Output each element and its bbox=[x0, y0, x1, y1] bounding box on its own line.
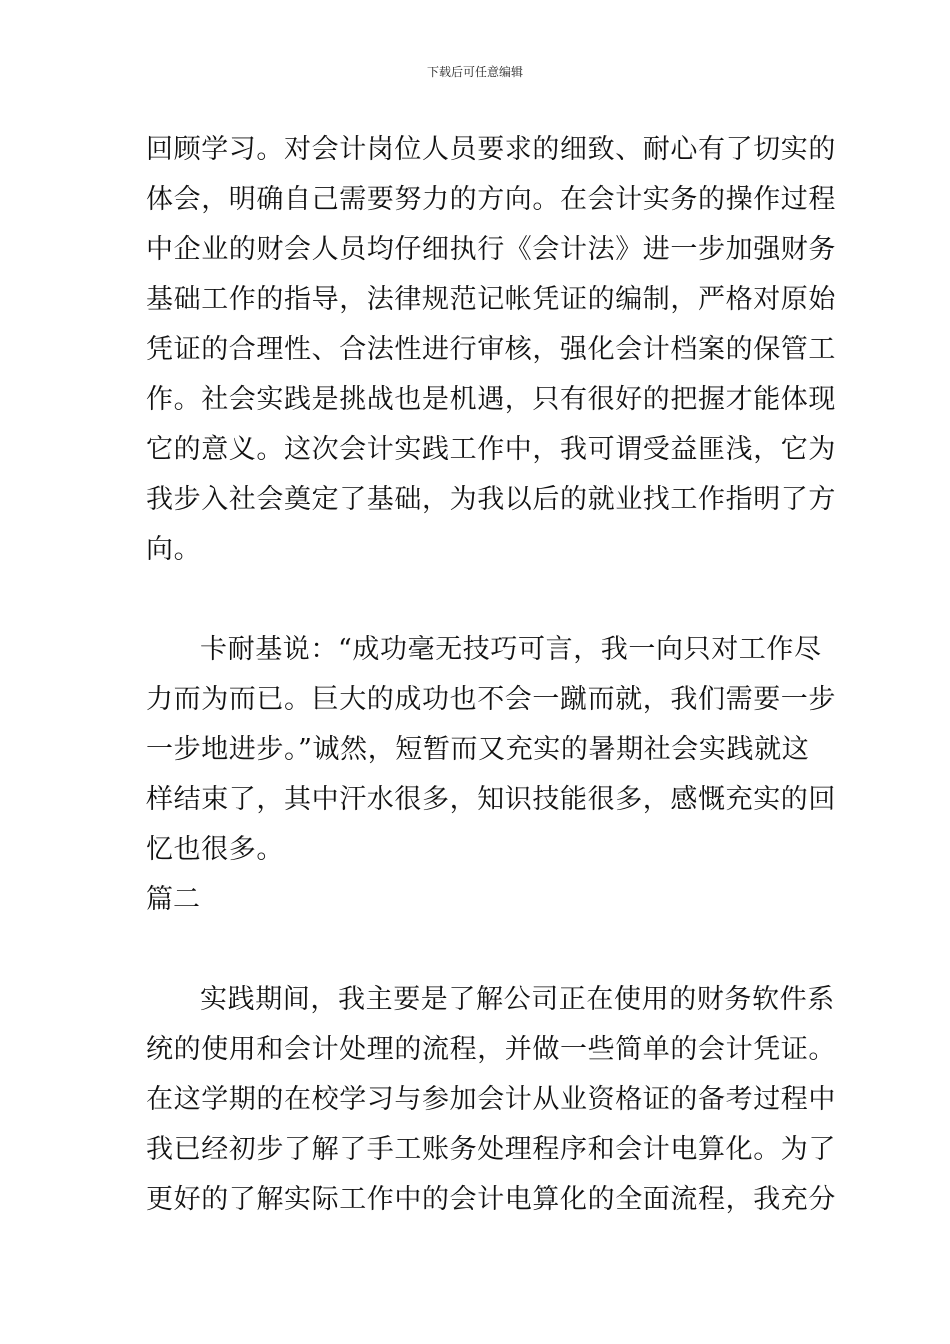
section-title: 篇二 bbox=[146, 884, 200, 915]
paragraph-line: 统的使用和会计处理的流程，并做一些简单的会计凭证。 bbox=[146, 1034, 836, 1065]
paragraph-line: 我步入社会奠定了基础，为我以后的就业找工作指明了方 bbox=[146, 484, 836, 515]
paragraph-line: 力而为而已。巨大的成功也不会一蹴而就，我们需要一步 bbox=[146, 684, 836, 715]
paragraph-line: 一步地进步。”诚然，短暂而又充实的暑期社会实践就这 bbox=[146, 734, 810, 765]
paragraph-line: 凭证的合理性、合法性进行审核，强化会计档案的保管工 bbox=[146, 334, 836, 365]
paragraph-line: 更好的了解实际工作中的会计电算化的全面流程，我充分 bbox=[146, 1184, 836, 1215]
paragraph-line: 样结束了，其中汗水很多，知识技能很多，感慨充实的回 bbox=[146, 784, 836, 815]
paragraph-spacer bbox=[146, 580, 806, 630]
paragraph-2 bbox=[146, 630, 836, 869]
paragraph-line: 向。 bbox=[146, 534, 202, 565]
paragraph-line: 中企业的财会人员均仔细执行《会计法》进一步加强财务 bbox=[146, 234, 836, 265]
paragraph-1 bbox=[146, 130, 836, 569]
paragraph-line: 体会，明确自己需要努力的方向。在会计实务的操作过程 bbox=[146, 184, 836, 215]
paragraph-3 bbox=[146, 980, 836, 1219]
paragraph-line: 我已经初步了解了手工账务处理程序和会计电算化。为了 bbox=[146, 1134, 836, 1165]
paragraph-line: 在这学期的在校学习与参加会计从业资格证的备考过程中 bbox=[146, 1084, 836, 1115]
document-body bbox=[146, 130, 836, 1230]
page-header-note: 下载后可任意编辑 bbox=[426, 65, 523, 79]
paragraph-spacer bbox=[146, 930, 806, 980]
paragraph-line: 它的意义。这次会计实践工作中，我可谓受益匪浅，它为 bbox=[146, 434, 836, 465]
paragraph-line: 回顾学习。对会计岗位人员要求的细致、耐心有了切实的 bbox=[146, 134, 836, 165]
paragraph-line: 卡耐基说：“成功毫无技巧可言，我一向只对工作尽 bbox=[200, 634, 822, 665]
paragraph-line: 作。社会实践是挑战也是机遇，只有很好的把握才能体现 bbox=[146, 384, 836, 415]
paragraph-line: 基础工作的指导，法律规范记帐凭证的编制，严格对原始 bbox=[146, 284, 836, 315]
paragraph-line: 忆也很多。 bbox=[146, 834, 284, 865]
paragraph-line: 实践期间，我主要是了解公司正在使用的财务软件系 bbox=[200, 984, 835, 1015]
